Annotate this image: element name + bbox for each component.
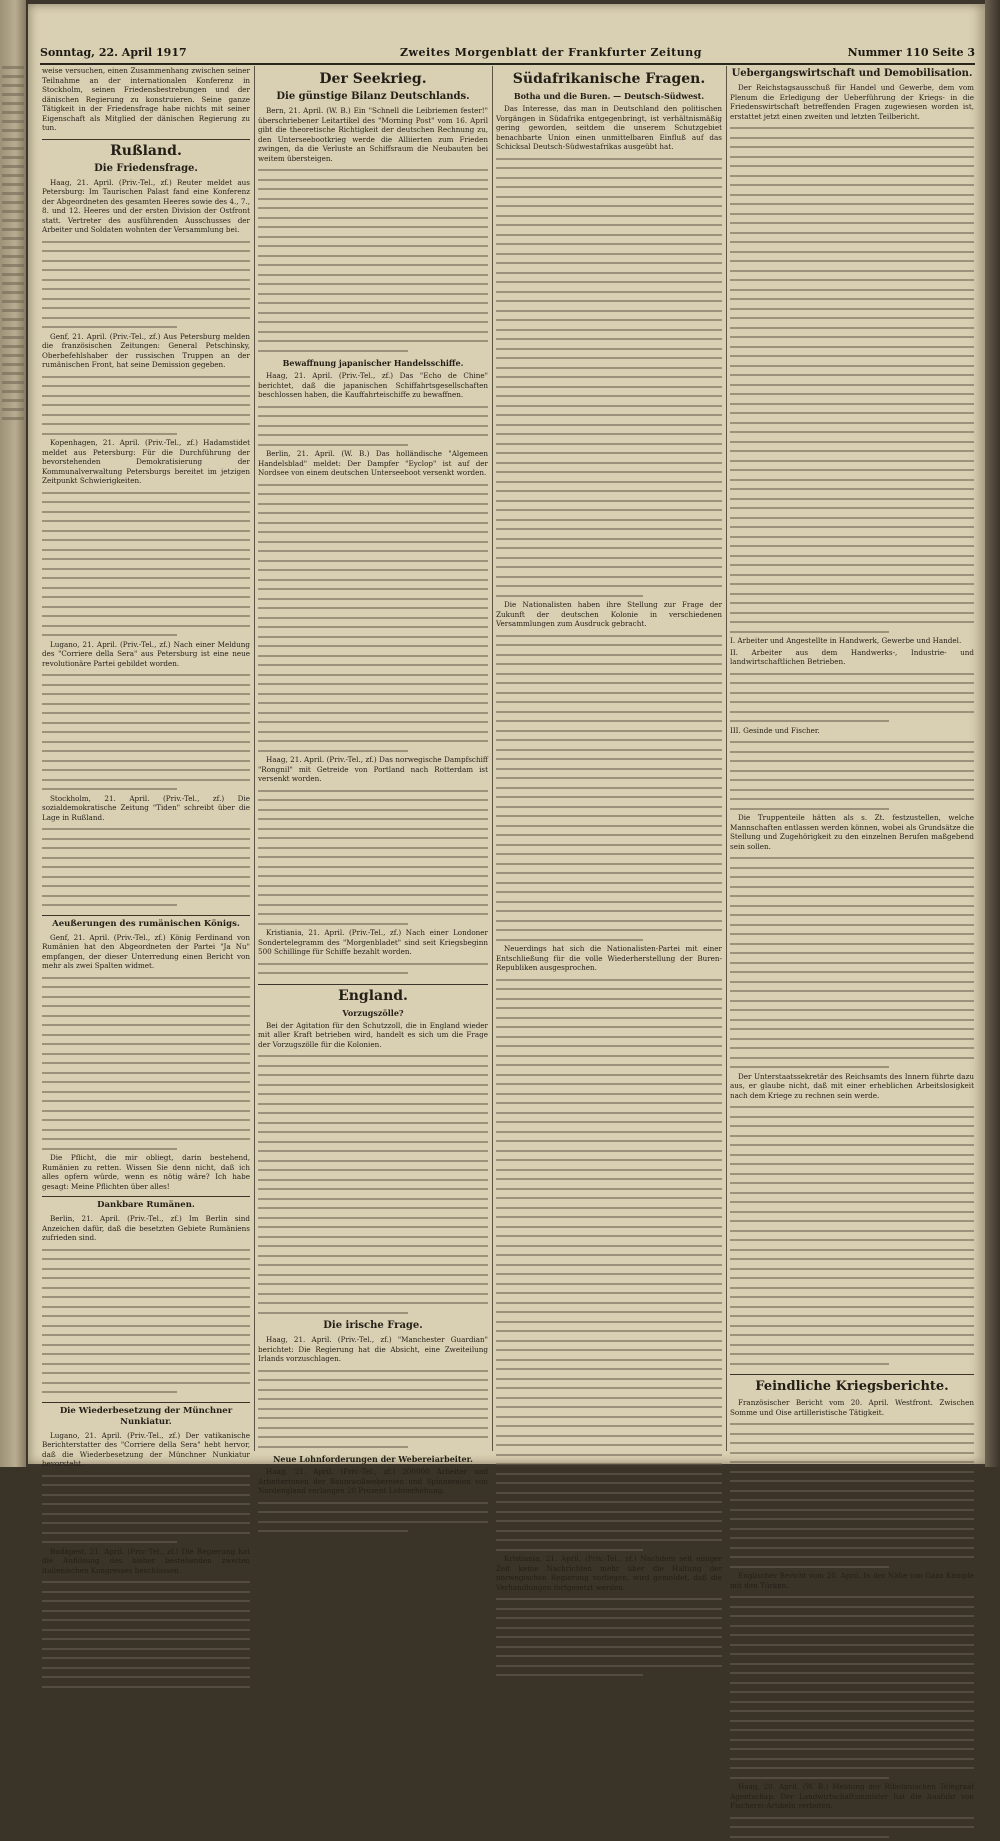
illegible-text-block [730, 1102, 974, 1368]
article-text: Lugano, 21. April. (Priv.-Tel., zf.) Der vatikanische Berichterstatter des "Corriere della Sera" hebt hervor, daß die Wiederbesetzung der Münchner Nunkiatur bevorsteht. [42, 1431, 250, 1469]
article-text: Haag, 21. April. (Priv.-Tel., zf.) Das norwegische Dampfschiff "Rongnil" mit Getreide von Portland nach Rotterdam ist versenkt worden. [258, 755, 488, 784]
article-text: Budapest, 21. April. (Priv.-Tel., zf.) Die Regierung hat die Auflösung des bisher bestehenden zweiten italienischen Kongresses beschlossen. [42, 1547, 250, 1576]
article-heading: Botha und die Buren. — Deutsch-Südwest. [496, 91, 722, 101]
illegible-text-block [730, 123, 974, 636]
column-4 [730, 66, 974, 1451]
article-heading: Die Wiederbesetzung der Münchner Nunkiatur. [42, 1402, 250, 1428]
previous-page-text-ghost [2, 60, 24, 426]
illegible-text-block [730, 853, 974, 1072]
illegible-text-block [258, 402, 488, 450]
article-text: Neuerdings hat sich die Nationalisten-Partei mit einer Entschließung für die volle Wiederherstellung der Buren-Republiken ausgesprochen. [496, 944, 722, 973]
section-heading: Südafrikanische Fragen. [496, 68, 722, 88]
illegible-text-block [496, 1594, 722, 1680]
illegible-text-block [730, 1592, 974, 1782]
illegible-text-block [258, 1051, 488, 1317]
section-heading: Uebergangswirtschaft und Demobilisation. [730, 68, 974, 80]
article-heading: Bewaffnung japanischer Handelsschiffe. [258, 358, 488, 368]
illegible-text-block [42, 670, 250, 794]
article-heading: Dankbare Rumänen. [42, 1196, 250, 1211]
illegible-text-block [730, 1419, 974, 1571]
illegible-text-block [42, 488, 250, 640]
column-3 [496, 66, 722, 1451]
illegible-text-block [42, 1471, 250, 1547]
article-text: weise versuchen, einen Zusammenhang zwischen seiner Teilnahme an der internationalen Konferenz in Stockholm, seinen Friedensbestrebungen und der dänischen Regierung zu konstruieren. Seine ganze Tätigkeit in der Friedensfrage habe nichts mit seiner Eigenschaft als Mitglied der dänischen Regierung zu tun. [42, 66, 250, 133]
section-heading: England. [258, 984, 488, 1005]
illegible-text-block [42, 372, 250, 439]
article-text: Genf, 21. April. (Priv.-Tel., zf.) Aus Petersburg melden die französischen Zeitungen: General Petschinsky, Oberbefehlshaber der russischen Truppen an der rumänischen Front, hat seine Demission gegeben. [42, 332, 250, 370]
illegible-text-block [42, 824, 250, 910]
list-item: III. Gesinde und Fischer. [730, 726, 974, 736]
article-text: Der Unterstaatssekretär des Reichsamts des Innern führte dazu aus, er glaube nicht, daß mit einer erheblichen Arbeitslosigkeit nach dem Kriege zu rechnen sein werde. [730, 1072, 974, 1101]
article-text: Haag, 21. April. (Priv.-Tel., zf.) 200000 Arbeiter und Arbeiterinnen der Baumwollwebereien und Spinnereien von Nordengland verlangen 20 Prozent Lohnerhöhung. [258, 1467, 488, 1496]
illegible-text-block [258, 786, 488, 929]
column-1 [42, 66, 250, 1451]
article-text: Die Nationalisten haben ihre Stellung zur Frage der Zukunft der deutschen Kolonie in verschiedenen Versammlungen zum Ausdruck gebracht. [496, 600, 722, 629]
article-text: Die Pflicht, die mir obliegt, darin bestehend, Rumänien zu retten. Wissen Sie denn nicht, daß ich alles opfern würde, wenn es nötig wäre? Ich habe gesagt: Meine Pflichten über alles! [42, 1153, 250, 1191]
list-item: II. Arbeiter aus dem Handwerks-, Industrie- und landwirtschaftlichen Betrieben. [730, 648, 974, 667]
column-rule [254, 66, 255, 1451]
illegible-text-block [730, 669, 974, 726]
article-heading: Die Friedensfrage. [42, 163, 250, 175]
article-text: Englischer Bericht vom 20. April. In der Nähe von Gaza Kämpfe mit den Türken. [730, 1571, 974, 1590]
column-2 [258, 66, 488, 1451]
article-text: Kristiania, 21. April. (Priv.-Tel., zf.) Nach einer Londoner Sondertelegramm des "Morgenbladet" sind seit Kriegsbeginn 500 Schillinge für Schiffe bezahlt worden. [258, 928, 488, 957]
article-text: Französischer Bericht vom 20. April. Westfront. Zwischen Somme und Oise artilleristische Tätigkeit. [730, 1398, 974, 1417]
section-heading: Der Seekrieg. [258, 68, 488, 88]
header-date: Sonntag, 22. April 1917 [40, 46, 187, 59]
article-text: Der Reichstagsausschuß für Handel und Gewerbe, dem vom Plenum die Erledigung der Ueberführung der Kriegs- in die Friedenswirtschaft betreffenden Fragen zugewiesen worden ist, erstattet jetzt einen zweiten und letzten Teilbericht. [730, 83, 974, 121]
book-spine [985, 0, 1000, 1467]
article-text: Das Interesse, das man in Deutschland den politischen Vorgängen in Südafrika entgegenbringt, ist verhältnismäßig gering geworden, seitdem die unserem Schutzgebiet benachbarte Union einen unmittelbaren Einfluß auf das Schicksal Deutsch-Südwestafrikas ausgeübt hat. [496, 104, 722, 152]
section-heading: Feindliche Kriegsberichte. [730, 1374, 974, 1395]
article-text: Die Truppenteile hätten als s. Zt. festzustellen, welche Mannschaften entlassen werden können, wobei als Grundsätze die Stellung und Zugehörigkeit zu den einzelnen Berufen maßgebend sein sollen. [730, 813, 974, 851]
header-rule [40, 63, 975, 65]
article-text: Haag, 20. April. (W. B.) Meldung der Ribelanischen Telegraaf Agentschap: Der Landwirtschaftsminister hat die Ausfuhr von Fischerei-Artikeln verboten. [730, 1782, 974, 1811]
illegible-text-block [730, 1813, 974, 1841]
article-text: Stockholm, 21. April. (Priv.-Tel., zf.) Die sozialdemokratische Zeitung "Tiden" schreibt über die Lage in Rußland. [42, 794, 250, 823]
illegible-text-block [258, 480, 488, 756]
illegible-text-block [42, 1245, 250, 1397]
illegible-text-block [258, 1498, 488, 1536]
article-text: Bei der Agitation für den Schutzzoll, die in England wieder mit aller Kraft betrieben wird, handelt es sich um die Frage der Vorzugszölle für die Kolonien. [258, 1021, 488, 1050]
article-text: Haag, 21. April. (Priv.-Tel., zf.) "Manchester Guardian" berichtet: Die Regierung hat die Absicht, eine Zweiteilung Irlands vorzuschlagen. [258, 1335, 488, 1364]
header-page-number: Nummer 110 Seite 3 [848, 46, 975, 59]
article-heading: Vorzugszölle? [258, 1008, 488, 1018]
list-item: I. Arbeiter und Angestellte in Handwerk, Gewerbe und Handel. [730, 636, 974, 646]
illegible-text-block [42, 1577, 250, 1691]
article-text: Kopenhagen, 21. April. (Priv.-Tel., zf.) Hadamstidet meldet aus Petersburg: Für die Durchführung der bevorstehenden Demokratisierung der Kommunalverwaltung Petersburgs bereitet im jetzigen Zeitpunkt Schwierigkeiten. [42, 438, 250, 486]
illegible-text-block [258, 165, 488, 355]
illegible-text-block [496, 154, 722, 601]
article-text: Genf, 21. April. (Priv.-Tel., zf.) König Ferdinand von Rumänien hat den Abgeordneten der Partei "Ja Nu" empfangen, der dieser Unterredung einen Bericht von mehr als zwei Spalten widmet. [42, 933, 250, 971]
section-heading: Rußland. [42, 139, 250, 160]
illegible-text-block [496, 975, 722, 1555]
previous-page-edge [0, 0, 26, 1467]
article-text: Haag, 21. April. (Priv.-Tel., zf.) Reuter meldet aus Petersburg: Im Taurischen Palast fand eine Konferenz der Abgeordneten des gesamten Heeres sowie des 4., 7., 8. und 12. Heeres und der ersten Division der Ostfront statt. Vertreter des ausführenden Ausschusses der Arbeiter und Soldaten wohnten der Versammlung bei. [42, 178, 250, 235]
article-text: Lugano, 21. April. (Priv.-Tel., zf.) Nach einer Meldung des "Corriere della Sera" aus Petersburg ist eine neue revolutionäre Partei gebildet worden. [42, 640, 250, 669]
illegible-text-block [42, 973, 250, 1154]
article-text: Berlin, 21. April. (W. B.) Das holländische "Algemeen Handelsblad" meldet: Der Dampfer "Eyclop" ist auf der Nordsee von einem deutschen Unterseeboot versenkt worden. [258, 449, 488, 478]
page-header [40, 46, 975, 62]
article-heading: Die irische Frage. [258, 1320, 488, 1332]
illegible-text-block [42, 237, 250, 332]
article-text: Bern, 21. April. (W. B.) Ein "Schnell die Leibriemen fester!" überschriebener Leitartikel des "Morning Post" vom 16. April gibt die theoretische Richtigkeit der deutschen Rechnung zu, den Unterseebootkrieg werde die Alliierten zum Frieden zwingen, da die Verluste an Schiffsraum die Neubauten bei weitem übersteigen. [258, 106, 488, 163]
column-rule [492, 66, 493, 1451]
illegible-text-block [496, 631, 722, 945]
illegible-text-block [258, 959, 488, 978]
article-text: Berlin, 21. April. (Priv.-Tel., zf.) Im Berlin sind Anzeichen dafür, daß die besetzten Gebiete Rumäniens zufrieden sind. [42, 1214, 250, 1243]
article-heading: Aeußerungen des rumänischen Königs. [42, 915, 250, 930]
illegible-text-block [730, 737, 974, 813]
article-heading: Die günstige Bilanz Deutschlands. [258, 91, 488, 103]
article-text: Haag, 21. April. (Priv.-Tel., zf.) Das "Echo de Chine" berichtet, daß die japanischen Schiffahrtsgesellschaften beschlossen haben, die Kauffahrteischiffe zu bewaffnen. [258, 371, 488, 400]
column-rule [726, 66, 727, 1451]
illegible-text-block [258, 1366, 488, 1452]
header-title: Zweites Morgenblatt der Frankfurter Zeitung [400, 46, 702, 59]
article-heading: Neue Lohnforderungen der Webereiarbeiter. [258, 1454, 488, 1464]
article-text: Kristiania, 21. April. (Priv.-Tel., zf.) Nachdem seit einiger Zeit keine Nachrichten mehr über die Haltung der norwegischen Regierung vorliegen, wird gemeldet, daß die Verhandlungen fortgesetzt werden. [496, 1554, 722, 1592]
